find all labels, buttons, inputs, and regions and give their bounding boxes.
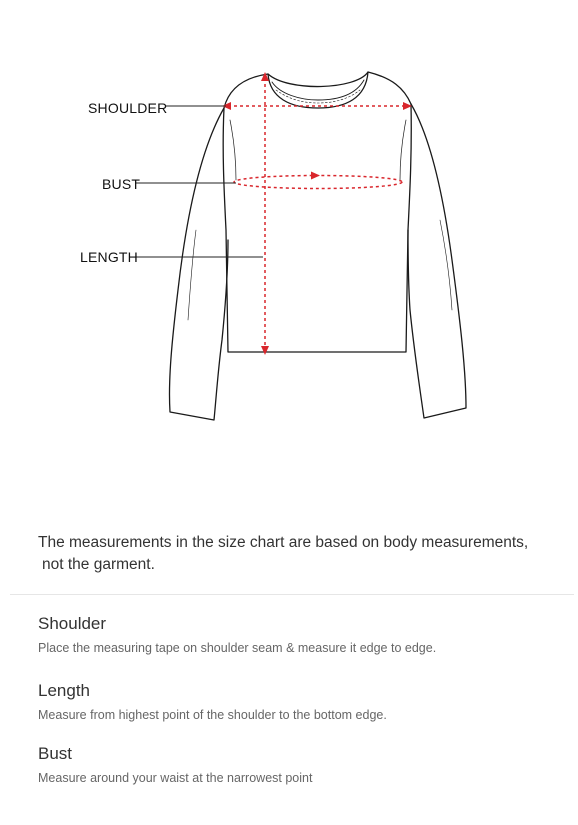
sweater-collar [268, 72, 368, 108]
note-line-1: The measurements in the size chart are based on body measurements, [38, 534, 529, 551]
sweater-body-outline [223, 72, 411, 352]
bust-arrow [311, 172, 320, 180]
measure-description: Measure from highest point of the shoulder to the bottom edge. [38, 708, 387, 722]
measure-description: Place the measuring tape on shoulder seam & measure it edge to edge. [38, 641, 437, 655]
bust-measure-loop [234, 176, 402, 189]
bust-callout-label: BUST [102, 176, 141, 192]
measure-item-bust [38, 743, 558, 787]
measure-title: Bust [38, 744, 73, 763]
note-line-2: not the garment. [42, 556, 155, 573]
measure-item-length [38, 680, 558, 724]
measure-description: Measure around your waist at the narrowest point [38, 771, 313, 785]
length-callout-label: LENGTH [80, 249, 138, 265]
measure-item-shoulder [38, 613, 558, 657]
shoulder-callout-label: SHOULDER [88, 100, 168, 116]
measure-title: Length [38, 681, 90, 700]
measurement-note [38, 532, 558, 576]
section-divider [10, 594, 574, 595]
length-arrow-bottom [261, 346, 269, 355]
left-sleeve-outline [169, 108, 228, 420]
right-sleeve-outline [408, 104, 466, 418]
measure-title: Shoulder [38, 614, 107, 633]
